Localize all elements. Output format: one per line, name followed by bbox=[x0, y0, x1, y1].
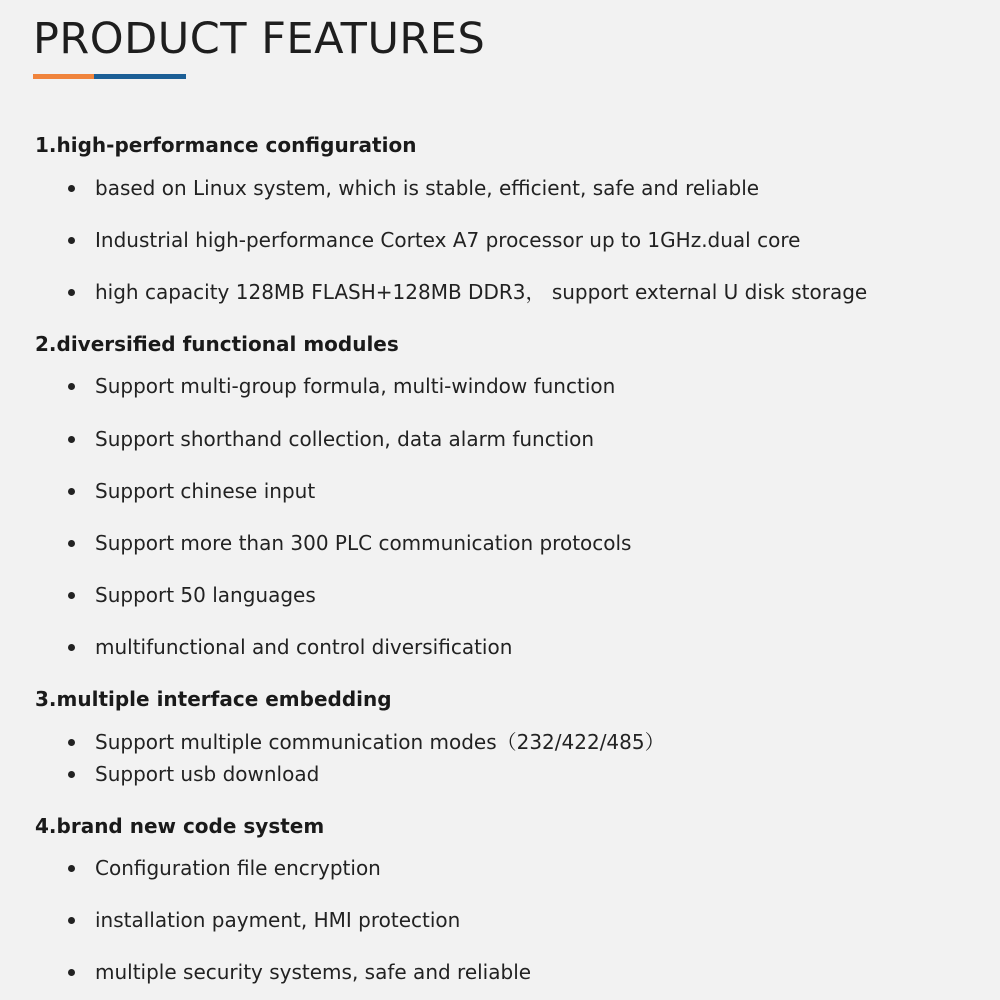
bullet-icon bbox=[68, 540, 75, 547]
list-item: Support multi-group formula, multi-window function bbox=[95, 374, 616, 398]
list-item: installation payment, HMI protection bbox=[95, 908, 461, 932]
list-item: multifunctional and control diversification bbox=[95, 635, 513, 659]
bullet-icon bbox=[68, 237, 75, 244]
section-heading-1: 1.high-performance configuration bbox=[35, 133, 417, 157]
list-item: based on Linux system, which is stable, efficient, safe and reliable bbox=[95, 176, 760, 200]
list-item: multiple security systems, safe and reliable bbox=[95, 960, 532, 984]
underline-orange-segment bbox=[33, 74, 94, 79]
list-item: Support more than 300 PLC communication protocols bbox=[95, 531, 632, 555]
list-item: high capacity 128MB FLASH+128MB DDR3， support external U disk storage bbox=[95, 280, 868, 304]
list-item: Industrial high-performance Cortex A7 processor up to 1GHz.dual core bbox=[95, 228, 801, 252]
bullet-icon bbox=[68, 488, 75, 495]
bullet-icon bbox=[68, 739, 75, 746]
section-heading-2: 2.diversified functional modules bbox=[35, 332, 399, 356]
underline-blue-segment bbox=[94, 74, 186, 79]
bullet-icon bbox=[68, 592, 75, 599]
bullet-icon bbox=[68, 436, 75, 443]
section-heading-4: 4.brand new code system bbox=[35, 814, 325, 838]
bullet-icon bbox=[68, 289, 75, 296]
title-underline bbox=[33, 74, 186, 79]
bullet-icon bbox=[68, 969, 75, 976]
list-item: Support chinese input bbox=[95, 479, 316, 503]
list-item: Support 50 languages bbox=[95, 583, 316, 607]
bullet-icon bbox=[68, 185, 75, 192]
bullet-icon bbox=[68, 917, 75, 924]
list-item: Configuration file encryption bbox=[95, 856, 381, 880]
list-item: Support usb download bbox=[95, 762, 320, 786]
bullet-icon bbox=[68, 865, 75, 872]
bullet-icon bbox=[68, 771, 75, 778]
page-title: PRODUCT FEATURES bbox=[33, 14, 486, 64]
bullet-icon bbox=[68, 644, 75, 651]
list-item: Support multiple communication modes（232/422/485） bbox=[95, 730, 665, 754]
bullet-icon bbox=[68, 383, 75, 390]
list-item: Support shorthand collection, data alarm function bbox=[95, 427, 595, 451]
section-heading-3: 3.multiple interface embedding bbox=[35, 687, 392, 711]
